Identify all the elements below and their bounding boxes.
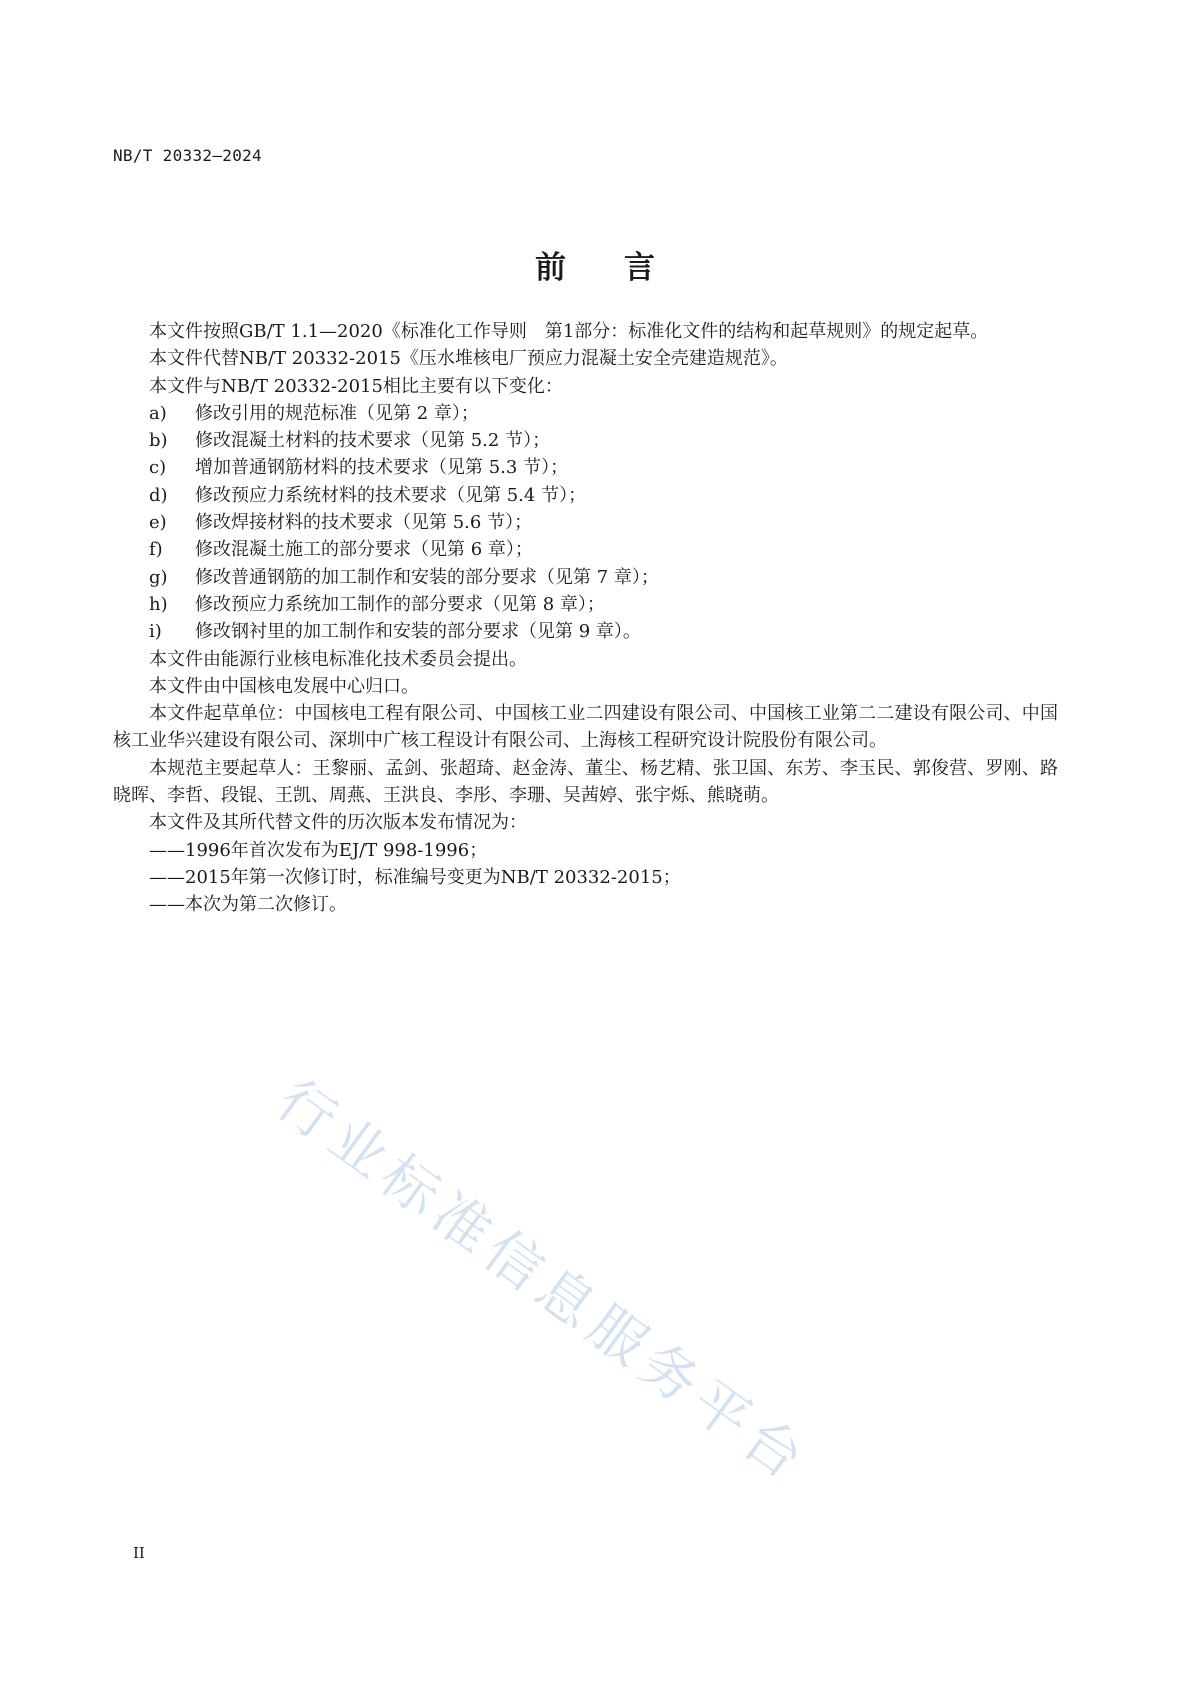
list-item bbox=[113, 400, 1058, 427]
paragraph-changes-intro: 本文件与NB/T 20332-2015相比主要有以下变化： bbox=[149, 375, 563, 397]
list-item bbox=[113, 564, 1058, 591]
history-item: ——2015年第一次修订时，标准编号变更为NB/T 20332-2015； bbox=[149, 866, 681, 888]
history-item: ——1996年首次发布为EJ/T 998-1996； bbox=[149, 839, 488, 861]
paragraph-history-intro: 本文件及其所代替文件的历次版本发布情况为： bbox=[149, 812, 527, 834]
changes-list bbox=[113, 400, 1058, 646]
list-item-text: 修改引用的规范标准（见第 2 章）； bbox=[195, 402, 479, 424]
document-code: NB/T 20332—2024 bbox=[113, 146, 262, 165]
list-item bbox=[113, 482, 1058, 509]
list-item-text: 修改预应力系统材料的技术要求（见第 5.4 节）； bbox=[195, 484, 587, 506]
list-item bbox=[113, 427, 1058, 454]
paragraph-proposed-by: 本文件由能源行业核电标准化技术委员会提出。 bbox=[149, 648, 527, 670]
list-item bbox=[113, 536, 1058, 563]
list-item bbox=[113, 618, 1058, 645]
list-marker: g) bbox=[149, 566, 168, 588]
watermark: 行业标准信息服务平台 bbox=[264, 1067, 821, 1497]
list-item-text: 修改预应力系统加工制作的部分要求（见第 8 章）； bbox=[195, 593, 605, 615]
page-number: II bbox=[133, 1544, 145, 1562]
list-marker: b) bbox=[149, 430, 168, 452]
list-marker: a) bbox=[149, 402, 167, 424]
list-item-text: 增加普通钢筋材料的技术要求（见第 5.3 节）； bbox=[195, 457, 569, 479]
list-marker: c) bbox=[149, 457, 167, 479]
list-marker: f) bbox=[149, 539, 163, 561]
list-marker: d) bbox=[149, 484, 168, 506]
history-list bbox=[113, 837, 1058, 919]
paragraph-managed-by: 本文件由中国核电发展中心归口。 bbox=[149, 675, 419, 697]
document-body bbox=[113, 318, 1058, 919]
list-marker: e) bbox=[149, 512, 167, 534]
list-item-text: 修改钢衬里的加工制作和安装的部分要求（见第 9 章）。 bbox=[195, 621, 641, 643]
paragraph-drafting-units: 本文件起草单位：中国核电工程有限公司、中国核工业二四建设有限公司、中国核工业第二二建设有限公司、中国核工业华兴建设有限公司、深圳中广核工程设计有限公司、上海核工程研究设计院股份有限公司。 bbox=[113, 703, 1058, 752]
list-item-text: 修改焊接材料的技术要求（见第 5.6 节）； bbox=[195, 512, 533, 534]
list-item bbox=[113, 509, 1058, 536]
paragraph-drafters: 本规范主要起草人：王黎丽、孟剑、张超琦、赵金涛、董尘、杨艺精、张卫国、东芳、李玉民、郭俊营、罗刚、路晓晖、李哲、段锟、王凯、周燕、王洪良、李彤、李珊、吴茜婷、张宇烁、熊晓萌。 bbox=[113, 757, 1058, 807]
page-title: 前言 bbox=[535, 250, 713, 286]
history-item: ——本次为第二次修订。 bbox=[149, 894, 347, 916]
list-item bbox=[113, 454, 1058, 481]
list-item-text: 修改普通钢筋的加工制作和安装的部分要求（见第 7 章）； bbox=[195, 566, 659, 588]
list-marker: i) bbox=[149, 621, 162, 643]
paragraph-drafting-rules: 本文件按照GB/T 1.1—2020《标准化工作导则 第1部分：标准化文件的结构和起草规则》的规定起草。 bbox=[149, 321, 989, 342]
list-item-text: 修改混凝土施工的部分要求（见第 6 章）； bbox=[195, 539, 533, 561]
list-marker: h) bbox=[149, 593, 168, 615]
list-item bbox=[113, 591, 1058, 618]
paragraph-replaces: 本文件代替NB/T 20332-2015《压水堆核电厂预应力混凝土安全壳建造规范》。 bbox=[149, 348, 788, 370]
list-item-text: 修改混凝土材料的技术要求（见第 5.2 节）； bbox=[195, 430, 551, 452]
